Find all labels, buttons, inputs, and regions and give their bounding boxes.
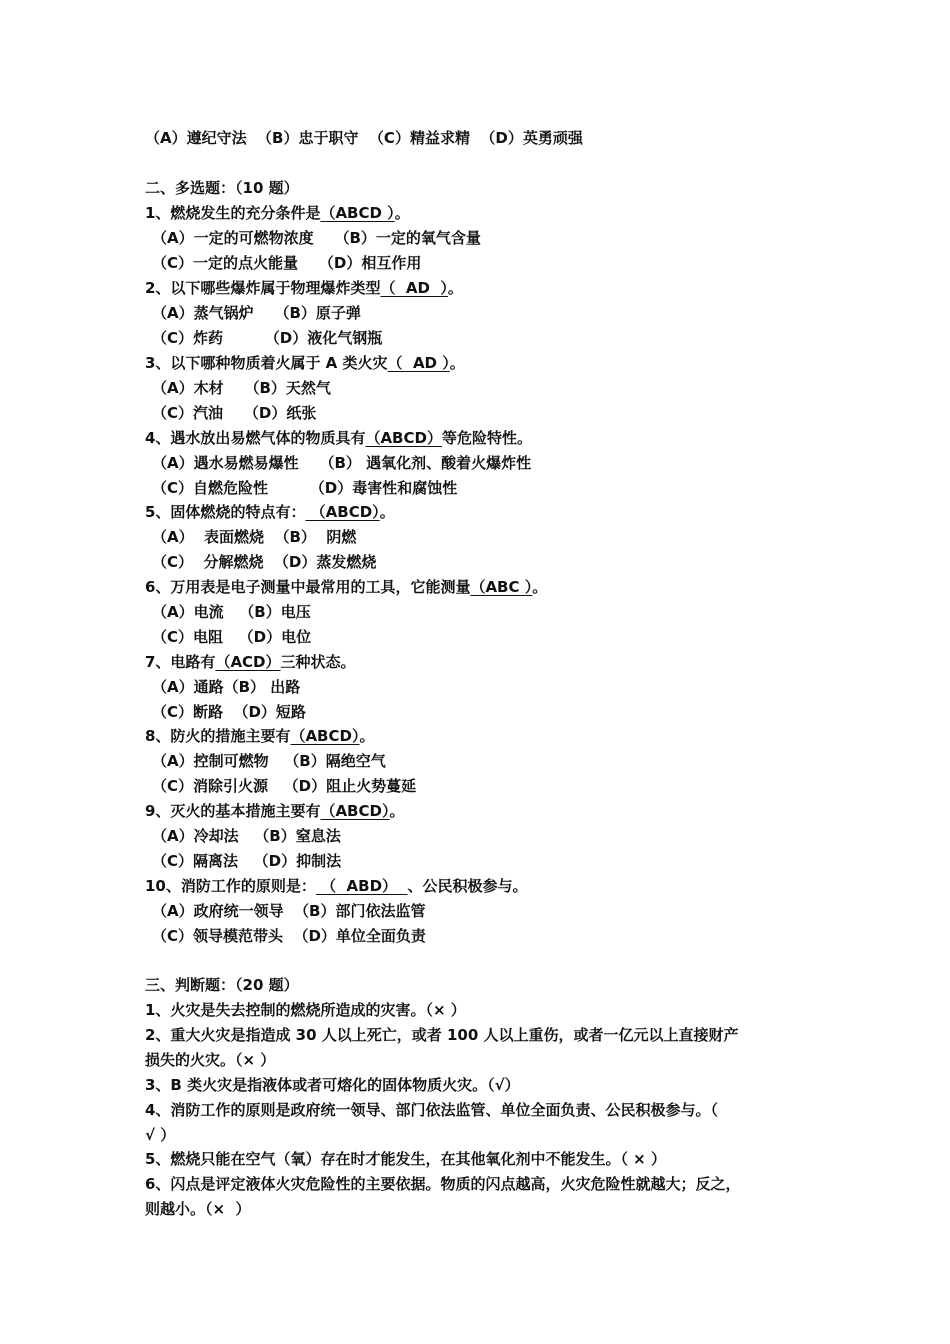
question-7-options-ab: （A）通路（B） 出路 [152, 678, 301, 696]
question-6-options-ab: （A）电流 （B）电压 [152, 603, 311, 621]
question-text: 8、防火的措施主要有 [145, 727, 291, 745]
question-5-options-ab: （A） 表面燃烧 （B） 阴燃 [152, 528, 357, 546]
question-6 [145, 575, 547, 599]
answer: （ ABD） [315, 877, 408, 895]
answer: （ AD ） [380, 279, 448, 297]
question-4-options-ab: （A）遇水易燃易爆性 （B） 遇氧化剂、酸着火爆炸性 [152, 454, 532, 472]
question-8-options-cd: （C）消除引火源 （D）阻止火势蔓延 [152, 777, 417, 795]
question-4-options-cd: （C）自燃危险性 （D）毒害性和腐蚀性 [152, 479, 458, 497]
question-suffix: 。 [447, 279, 463, 297]
statement-line: 1、火灾是失去控制的燃烧所造成的灾害。（× ） [145, 1001, 466, 1019]
question-suffix: 。 [389, 802, 405, 820]
question-2-options-cd: （C）炸药 （D）液化气钢瓶 [152, 329, 383, 347]
question-2-options-ab: （A）蒸气锅炉 （B）原子弹 [152, 304, 361, 322]
statement-line: 4、消防工作的原则是政府统一领导、部门依法监管、单位全面负责、公民积极参与。（ [145, 1101, 718, 1119]
statement-line: 则越小。（× ） [145, 1200, 251, 1218]
question-text: 3、以下哪种物质着火属于 A 类火灾 [145, 354, 388, 372]
question-text: 10、消防工作的原则是： [145, 877, 316, 895]
question-4 [145, 426, 532, 450]
question-2 [145, 276, 463, 300]
question-7-options-cd: （C）断路 （D）短路 [152, 703, 306, 721]
question-10-options-ab: （A）政府统一领导 （B）部门依法监管 [152, 902, 426, 920]
question-10 [145, 874, 528, 898]
question-text: 6、万用表是电子测量中最常用的工具，它能测量 [145, 578, 471, 596]
statement-line: 5、燃烧只能在空气（氧）存在时才能发生，在其他氧化剂中不能发生。（ × ） [145, 1150, 666, 1168]
question-6-options-cd: （C）电阻 （D）电位 [152, 628, 312, 646]
question-text: 2、以下哪些爆炸属于物理爆炸类型 [145, 279, 381, 297]
question-1-options-cd: （C）一定的点火能量 （D）相互作用 [152, 254, 422, 272]
question-3-options-ab: （A）木材 （B）天然气 [152, 379, 331, 397]
question-8 [145, 724, 374, 748]
section-multiple-choice-title: 二、多选题：（10 题） [145, 179, 299, 197]
question-5-options-cd: （C） 分解燃烧 （D）蒸发燃烧 [152, 553, 377, 571]
question-suffix: 。 [379, 503, 395, 521]
question-1 [145, 201, 410, 225]
question-text: 4、遇水放出易燃气体的物质具有 [145, 429, 366, 447]
answer: （ABC ） [470, 578, 533, 596]
statement-line: 损失的火灾。（× ） [145, 1051, 276, 1069]
question-suffix: 三种状态。 [280, 653, 356, 671]
question-9 [145, 799, 404, 823]
question-suffix: 。 [359, 727, 375, 745]
question-suffix: 。 [394, 204, 410, 222]
question-7 [145, 650, 356, 674]
answer: （ABCD） [320, 802, 390, 820]
question-5 [145, 500, 395, 524]
section-true-false-title: 三、判断题：（20 题） [145, 976, 299, 994]
question-text: 5、固体燃烧的特点有： [145, 503, 306, 521]
statement-line: 3、B 类火灾是指液体或者可熔化的固体物质火灾。（√） [145, 1076, 520, 1094]
question-10-options-cd: （C）领导模范带头 （D）单位全面负责 [152, 927, 426, 945]
prior-question-options: （A）遵纪守法 （B）忠于职守 （C）精益求精 （D）英勇顽强 [145, 129, 583, 147]
answer: （ABCD ） [320, 204, 395, 222]
answer: （ABCD） [305, 503, 380, 521]
question-suffix: 。 [449, 354, 465, 372]
statement-line: √ ） [145, 1126, 176, 1144]
question-1-options-ab: （A）一定的可燃物浓度 （B）一定的氧气含量 [152, 229, 481, 247]
question-suffix: 、公民积极参与。 [407, 877, 528, 895]
question-suffix: 。 [532, 578, 548, 596]
statement-line: 2、重大火灾是指造成 30 人以上死亡，或者 100 人以上重伤，或者一亿元以上直接财产 [145, 1026, 739, 1044]
question-9-options-cd: （C）隔离法 （D）抑制法 [152, 852, 342, 870]
question-text: 1、燃烧发生的充分条件是 [145, 204, 321, 222]
answer: （ AD ） [387, 354, 450, 372]
question-3 [145, 351, 465, 375]
question-text: 9、灭火的基本措施主要有 [145, 802, 321, 820]
answer: （ABCD） [290, 727, 360, 745]
question-3-options-cd: （C）汽油 （D）纸张 [152, 404, 317, 422]
question-8-options-ab: （A）控制可燃物 （B）隔绝空气 [152, 752, 386, 770]
answer: （ACD） [215, 653, 281, 671]
question-suffix: 等危险特性。 [441, 429, 532, 447]
answer: （ABCD） [365, 429, 442, 447]
question-text: 7、电路有 [145, 653, 216, 671]
question-9-options-ab: （A）冷却法 （B）窒息法 [152, 827, 341, 845]
statement-line: 6、闪点是评定液体火灾危险性的主要依据。物质的闪点越高，火灾危险性就越大；反之， [145, 1175, 741, 1193]
